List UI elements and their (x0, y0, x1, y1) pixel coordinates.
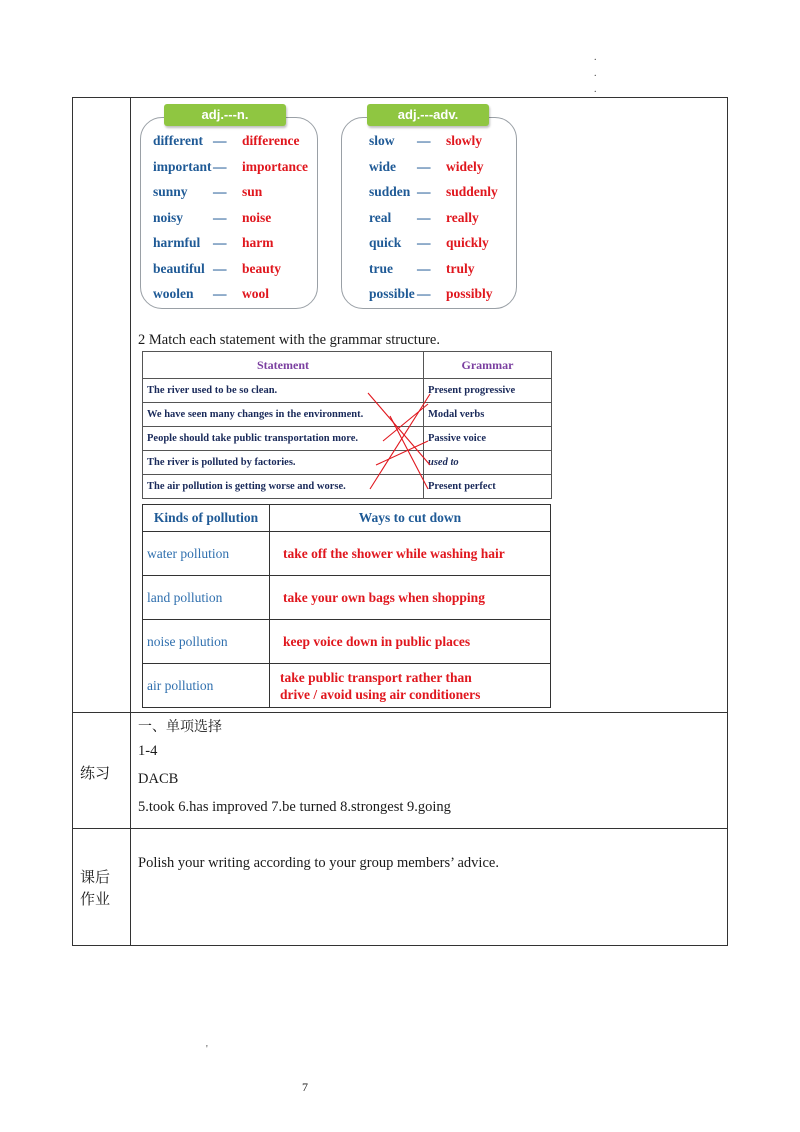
table-row (143, 664, 551, 708)
statement-cell: The river used to be so clean. (143, 379, 424, 403)
pollution-table (142, 504, 551, 708)
statement-header: Statement (143, 352, 424, 379)
grammar-cell: Passive voice (424, 427, 552, 451)
derived-word: suddenly (446, 184, 498, 199)
adjective-word: wide (369, 158, 396, 174)
grammar-cell: Present progressive (424, 379, 552, 403)
dash: — (213, 209, 227, 225)
top-dot-2: . (594, 68, 597, 79)
adjective-word: noisy (153, 209, 184, 225)
dash: — (213, 158, 227, 174)
table-row (143, 532, 551, 576)
page-number: 7 (302, 1080, 308, 1094)
adjective-word: different (153, 133, 203, 148)
adjective-word: important (153, 158, 212, 174)
derived-word: quickly (446, 235, 489, 250)
adjective-word: true (369, 260, 393, 276)
statement-cell: The air pollution is getting worse and worse. (143, 475, 424, 499)
derived-word: noise (242, 209, 272, 225)
way-line-1: take public transport rather than (280, 669, 472, 685)
adjective-word: possible (369, 286, 415, 301)
derived-word: wool (242, 286, 269, 301)
table-row (143, 576, 551, 620)
ways-header: Ways to cut down (270, 505, 551, 532)
derived-word: harm (242, 235, 274, 250)
way-cell: take your own bags when shopping (270, 576, 551, 620)
derived-word: importance (242, 158, 308, 174)
adjective-word: slow (369, 133, 395, 148)
statement-cell: People should take public transportation more. (143, 427, 424, 451)
dash: — (213, 133, 227, 148)
dash: — (417, 184, 431, 199)
top-dot-1: . (594, 52, 597, 63)
grammar-cell: Present perfect (424, 475, 552, 499)
adjective-word: harmful (153, 235, 201, 250)
derived-word: sun (242, 184, 263, 199)
dash: — (417, 158, 431, 174)
adjective-word: sunny (153, 184, 188, 199)
question-2-prompt: 2 Match each statement with the grammar structure. (138, 332, 440, 348)
derived-word: really (446, 209, 479, 225)
derived-word: beauty (242, 260, 282, 276)
derived-word: slowly (446, 133, 483, 148)
bottom-mark: ' (206, 1044, 208, 1055)
adjective-word: quick (369, 235, 402, 250)
row-divider-2 (72, 828, 728, 829)
way-cell: take off the shower while washing hair (270, 532, 551, 576)
dash: — (417, 286, 431, 301)
adjective-word: woolen (153, 286, 194, 301)
derived-word: truly (446, 260, 475, 276)
practice-range: 1-4 (138, 743, 158, 759)
row-divider-1 (72, 712, 728, 713)
homework-label-line-2: 作业 (80, 890, 111, 908)
adj-noun-badge: adj.---n. (164, 104, 286, 126)
derived-word: possibly (446, 286, 493, 301)
adjective-word: beautiful (153, 260, 205, 276)
matching-lines (0, 0, 800, 500)
dash: — (417, 235, 431, 250)
dash: — (417, 209, 431, 225)
dash: — (213, 235, 227, 250)
table-bottom-border (72, 945, 728, 946)
adj-adverb-badge: adj.---adv. (367, 104, 489, 126)
adjective-word: sudden (369, 184, 411, 199)
homework-label-line-1: 课后 (80, 868, 111, 886)
pollution-kind-cell: air pollution (143, 664, 270, 708)
practice-label: 练习 (80, 764, 111, 782)
dash: — (417, 260, 431, 276)
way-line-2: drive / avoid using air conditioners (280, 686, 481, 702)
practice-answers: DACB (138, 771, 179, 787)
dash: — (417, 133, 431, 148)
practice-fill-answers: 5.took 6.has improved 7.be turned 8.strongest 9.going (138, 799, 451, 815)
derived-word: difference (242, 133, 300, 148)
pollution-kind-cell: water pollution (143, 532, 270, 576)
grammar-cell: Modal verbs (424, 403, 552, 427)
dash: — (213, 184, 227, 199)
statement-cell: We have seen many changes in the environment. (143, 403, 424, 427)
homework-text: Polish your writing according to your group members’ advice. (138, 855, 499, 871)
dash: — (213, 260, 227, 276)
statement-cell: The river is polluted by factories. (143, 451, 424, 475)
practice-heading: 一、单项选择 (138, 719, 222, 735)
pollution-kind-cell: noise pollution (143, 620, 270, 664)
pollution-kind-cell: land pollution (143, 576, 270, 620)
grammar-cell: used to (424, 451, 552, 475)
grammar-header: Grammar (424, 352, 552, 379)
kinds-header: Kinds of pollution (143, 505, 270, 532)
dash: — (213, 286, 227, 301)
derived-word: widely (446, 158, 484, 174)
way-cell (270, 664, 551, 708)
top-dot-3: . (594, 84, 597, 95)
table-row (143, 620, 551, 664)
match-line (383, 404, 428, 441)
adjective-word: real (369, 209, 392, 225)
way-cell: keep voice down in public places (270, 620, 551, 664)
